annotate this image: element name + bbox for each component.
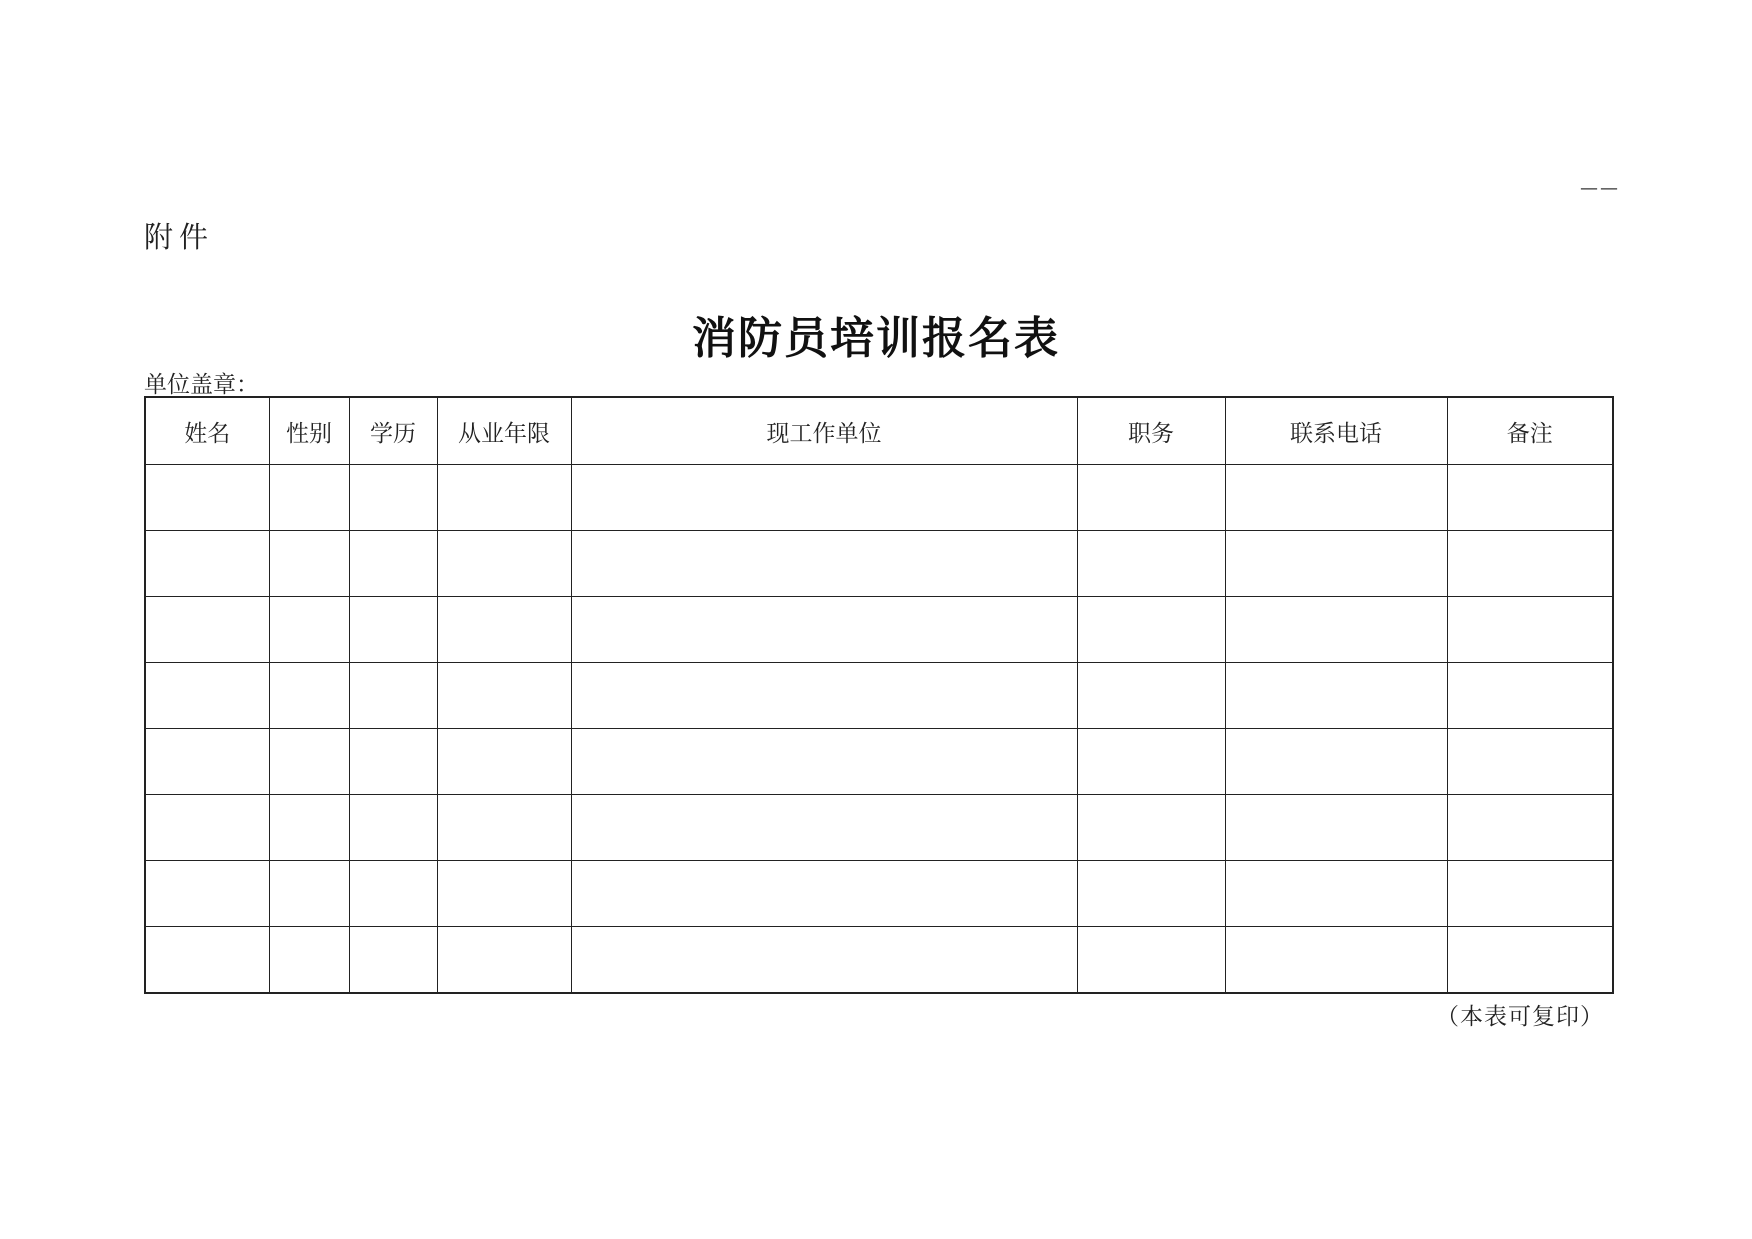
cell-position[interactable] [1077,795,1225,861]
table-row [145,597,1613,663]
cell-gender[interactable] [269,531,349,597]
copy-permitted-note: （本表可复印） [1436,1004,1604,1030]
cell-current-employer[interactable] [571,465,1077,531]
unit-stamp-label: 单位盖章： [144,372,259,398]
cell-remarks[interactable] [1447,663,1613,729]
header-education: 学历 [349,397,437,465]
cell-position[interactable] [1077,597,1225,663]
table-row [145,795,1613,861]
cell-years-of-service[interactable] [437,531,571,597]
header-position: 职务 [1077,397,1225,465]
table-row [145,531,1613,597]
cell-name[interactable] [145,597,269,663]
table-body [145,465,1613,994]
table-header-row [145,397,1613,465]
cell-phone[interactable] [1225,597,1447,663]
cell-gender[interactable] [269,597,349,663]
cell-phone[interactable] [1225,663,1447,729]
cell-years-of-service[interactable] [437,729,571,795]
cell-education[interactable] [349,663,437,729]
cell-current-employer[interactable] [571,597,1077,663]
cell-years-of-service[interactable] [437,927,571,994]
cell-education[interactable] [349,531,437,597]
cell-position[interactable] [1077,861,1225,927]
cell-years-of-service[interactable] [437,663,571,729]
cell-current-employer[interactable] [571,531,1077,597]
attachment-label: 附件 [144,220,215,254]
cell-name[interactable] [145,861,269,927]
cell-education[interactable] [349,861,437,927]
cell-remarks[interactable] [1447,729,1613,795]
cell-phone[interactable] [1225,729,1447,795]
cell-gender[interactable] [269,795,349,861]
cell-remarks[interactable] [1447,795,1613,861]
cell-education[interactable] [349,465,437,531]
cell-gender[interactable] [269,465,349,531]
header-name: 姓名 [145,397,269,465]
cell-position[interactable] [1077,663,1225,729]
header-remarks: 备注 [1447,397,1613,465]
cell-position[interactable] [1077,729,1225,795]
table-row [145,927,1613,994]
cell-phone[interactable] [1225,861,1447,927]
table-row [145,465,1613,531]
cell-phone[interactable] [1225,531,1447,597]
cell-name[interactable] [145,729,269,795]
cell-current-employer[interactable] [571,663,1077,729]
cell-name[interactable] [145,531,269,597]
cell-years-of-service[interactable] [437,465,571,531]
cell-name[interactable] [145,465,269,531]
header-gender: 性别 [269,397,349,465]
table-row [145,861,1613,927]
cell-name[interactable] [145,927,269,994]
cell-position[interactable] [1077,465,1225,531]
cell-gender[interactable] [269,663,349,729]
cell-current-employer[interactable] [571,729,1077,795]
header-years-of-service: 从业年限 [437,397,571,465]
cell-years-of-service[interactable] [437,597,571,663]
cell-remarks[interactable] [1447,465,1613,531]
form-title: 消防员培训报名表 [692,313,1060,364]
corner-mark: —— [1580,178,1620,199]
cell-phone[interactable] [1225,465,1447,531]
cell-education[interactable] [349,795,437,861]
cell-years-of-service[interactable] [437,795,571,861]
cell-current-employer[interactable] [571,861,1077,927]
cell-current-employer[interactable] [571,795,1077,861]
cell-position[interactable] [1077,531,1225,597]
header-current-employer: 现工作单位 [571,397,1077,465]
cell-name[interactable] [145,795,269,861]
header-phone: 联系电话 [1225,397,1447,465]
cell-phone[interactable] [1225,795,1447,861]
table-row [145,729,1613,795]
cell-remarks[interactable] [1447,597,1613,663]
cell-remarks[interactable] [1447,531,1613,597]
registration-table [144,396,1614,994]
cell-years-of-service[interactable] [437,861,571,927]
cell-current-employer[interactable] [571,927,1077,994]
cell-name[interactable] [145,663,269,729]
cell-education[interactable] [349,927,437,994]
cell-gender[interactable] [269,927,349,994]
table-row [145,663,1613,729]
cell-education[interactable] [349,729,437,795]
cell-gender[interactable] [269,729,349,795]
cell-education[interactable] [349,597,437,663]
cell-remarks[interactable] [1447,927,1613,994]
cell-remarks[interactable] [1447,861,1613,927]
cell-phone[interactable] [1225,927,1447,994]
cell-gender[interactable] [269,861,349,927]
cell-position[interactable] [1077,927,1225,994]
